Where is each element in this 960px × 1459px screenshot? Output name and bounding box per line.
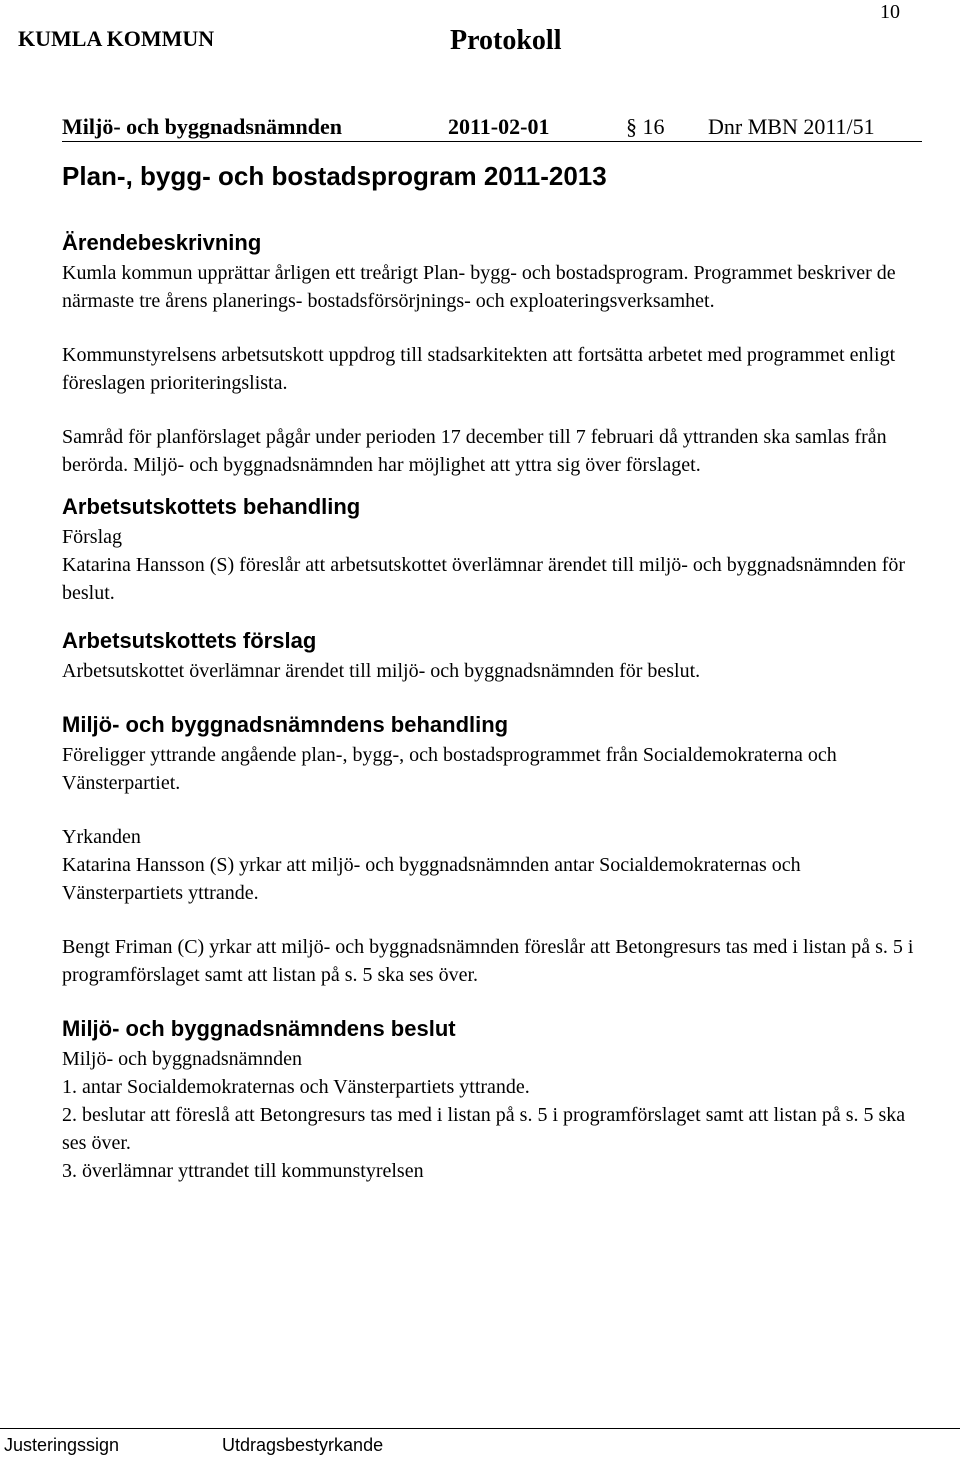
paragraph-arende-2: Kommunstyrelsens arbetsutskott uppdrog till stadsarkitekten att fortsätta arbetet med programmet enligt föreslagen prioriteringslista. [62,344,896,394]
document-body [62,155,922,1185]
page-number: 10 [880,1,900,23]
paragraph-mbn-3: Bengt Friman (C) yrkar att miljö- och byggnadsnämnden föreslår att Betongresurs tas med i listan på s. 5 i programförslaget samt att listan på s. 5 ska ses över. [62,936,914,986]
meta-row [62,113,922,142]
decision-item: 3. överlämnar yttrandet till kommunstyrelsen [62,1160,424,1182]
paragraph-mbn-1: Föreligger yttrande angående plan-, bygg-, och bostadsprogrammet från Socialdemokraterna och Vänsterpartiet. [62,744,837,794]
paragraph-mbn-2: Katarina Hansson (S) yrkar att miljö- och byggnadsnämnden antar Socialdemokraternas och Vänsterpartiets yttrande. [62,854,801,904]
heading-au-behandling: Arbetsutskottets behandling [62,494,361,519]
decision-item: 2. beslutar att föreslå att Betongresurs tas med i listan på s. 5 i programförslaget samt att listan på s. 5 ska ses över. [62,1104,906,1154]
heading-mbn-beslut: Miljö- och byggnadsnämndens beslut [62,1016,456,1041]
diary-number: Dnr MBN 2011/51 [708,114,875,139]
paragraph-beslut-intro: Miljö- och byggnadsnämnden [62,1048,302,1070]
meeting-date: 2011-02-01 [448,114,550,139]
label-yrkanden: Yrkanden [62,826,141,848]
footer-certify-label: Utdragsbestyrkande [222,1435,384,1455]
organization-name: KUMLA KOMMUN [18,26,215,51]
label-forslag: Förslag [62,526,122,548]
paragraph-number: § 16 [626,113,665,141]
heading-arendebeskrivning: Ärendebeskrivning [62,230,262,255]
page-title: Plan-, bygg- och bostadsprogram 2011-2013 [62,161,607,191]
paragraph-au-behandling: Katarina Hansson (S) föreslår att arbetsutskottet överlämnar ärendet till miljö- och byggnadsnämnden för beslut. [62,554,906,604]
document-type: Protokoll [450,25,562,56]
paragraph-au-forslag: Arbetsutskottet överlämnar ärendet till miljö- och byggnadsnämnden för beslut. [62,660,701,682]
heading-mbn-behandling: Miljö- och byggnadsnämndens behandling [62,712,509,737]
paragraph-arende-1: Kumla kommun upprättar årligen ett treårigt Plan- bygg- och bostadsprogram. Programmet beskriver de närmaste tre årens planerings- bostadsförsörjnings- och exploateringsverksamhet. [62,262,896,312]
paragraph-arende-3: Samråd för planförslaget pågår under perioden 17 december till 7 februari då yttranden ska samlas från berörda. Miljö- och byggnadsnämnden har möjlighet att yttra sig över förslaget. [62,426,887,476]
decision-item: 1. antar Socialdemokraternas och Vänsterpartiets yttrande. [62,1076,530,1098]
footer [0,1428,960,1457]
heading-au-forslag: Arbetsutskottets förslag [62,628,317,653]
footer-sign-label: Justeringssign [4,1435,120,1455]
committee-name: Miljö- och byggnadsnämnden [62,114,342,139]
